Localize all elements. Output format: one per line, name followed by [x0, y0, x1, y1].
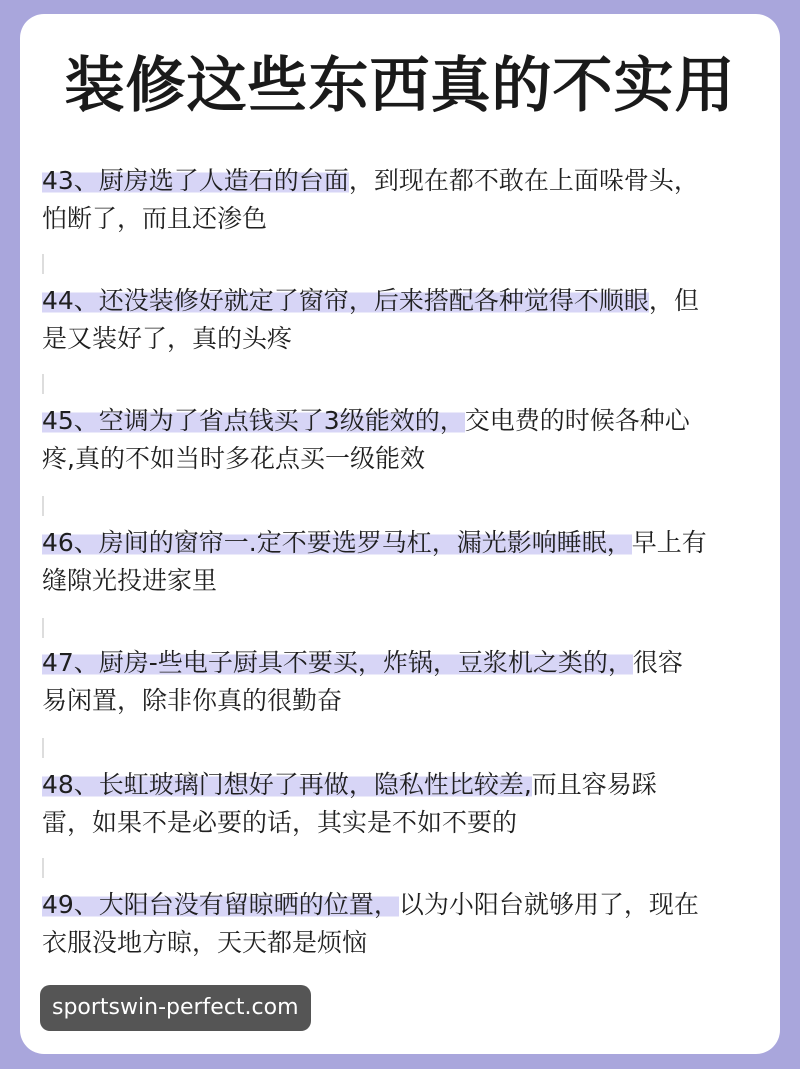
plain-text: 是又装好了，真的头疼: [42, 324, 293, 353]
item-line: [42, 924, 780, 962]
plain-text: 早上有: [631, 528, 707, 557]
item-line: [42, 282, 780, 320]
list-item: [42, 644, 780, 720]
plain-text: 缝隙光投进家里: [42, 566, 218, 595]
list-item: [42, 282, 780, 358]
list-item: [42, 402, 780, 478]
list-item: [42, 162, 780, 238]
item-line: [42, 440, 780, 478]
highlighted-text: 45、空调为了省点钱买了3级能效的，: [42, 406, 465, 435]
divider-mark: [42, 254, 44, 274]
item-line: [42, 562, 780, 600]
plain-text: ，但: [648, 286, 699, 315]
highlighted-text: 47、厨房-些电子厨具不要买，炸锅，豆浆机之类的，: [42, 648, 633, 677]
item-line: [42, 682, 780, 720]
highlighted-text: 44、还没装修好就定了窗帘，后来搭配各种觉得不顺眼: [42, 286, 649, 315]
plain-text: 易闲置，除非你真的很勤奋: [42, 686, 343, 715]
item-line: [42, 162, 780, 200]
list-item: [42, 766, 780, 842]
plain-text: 雷，如果不是必要的话，其实是不如不要的: [42, 808, 518, 837]
plain-text: 怕断了，而且还渗色: [42, 204, 268, 233]
plain-text: 很容: [632, 648, 683, 677]
item-line: [42, 804, 780, 842]
item-line: [42, 200, 780, 238]
content-card: [20, 14, 780, 1054]
plain-text: 而且容易踩: [531, 770, 657, 799]
item-line: [42, 402, 780, 440]
page-title: 装修这些东西真的不实用: [64, 51, 736, 121]
plain-text: 衣服没地方晾，天天都是烦恼: [42, 928, 368, 957]
highlighted-text: 46、房间的窗帘一.定不要选罗马杠，漏光影响睡眠，: [42, 528, 632, 557]
plain-text: 疼,真的不如当时多花点买一级能效: [42, 444, 425, 473]
item-line: [42, 886, 780, 924]
item-line: [42, 524, 780, 562]
divider-mark: [42, 374, 44, 394]
plain-text: 以为小阳台就够用了，现在: [398, 890, 699, 919]
highlighted-text: 49、大阳台没有留晾晒的位置，: [42, 890, 399, 919]
highlighted-text: 43、厨房选了人造石的台面: [42, 166, 349, 195]
highlighted-text: 48、长虹玻璃门想好了再做，隐私性比较差,: [42, 770, 532, 799]
divider-mark: [42, 496, 44, 516]
divider-mark: [42, 858, 44, 878]
watermark-badge: sportswin-perfect.com: [40, 985, 311, 1031]
item-line: [42, 766, 780, 804]
item-line: [42, 644, 780, 682]
list-item: [42, 524, 780, 600]
divider-mark: [42, 618, 44, 638]
plain-text: 交电费的时候各种心: [464, 406, 690, 435]
item-line: [42, 320, 780, 358]
divider-mark: [42, 738, 44, 758]
list-item: [42, 886, 780, 962]
plain-text: ，到现在都不敢在上面哚骨头，: [348, 166, 699, 195]
